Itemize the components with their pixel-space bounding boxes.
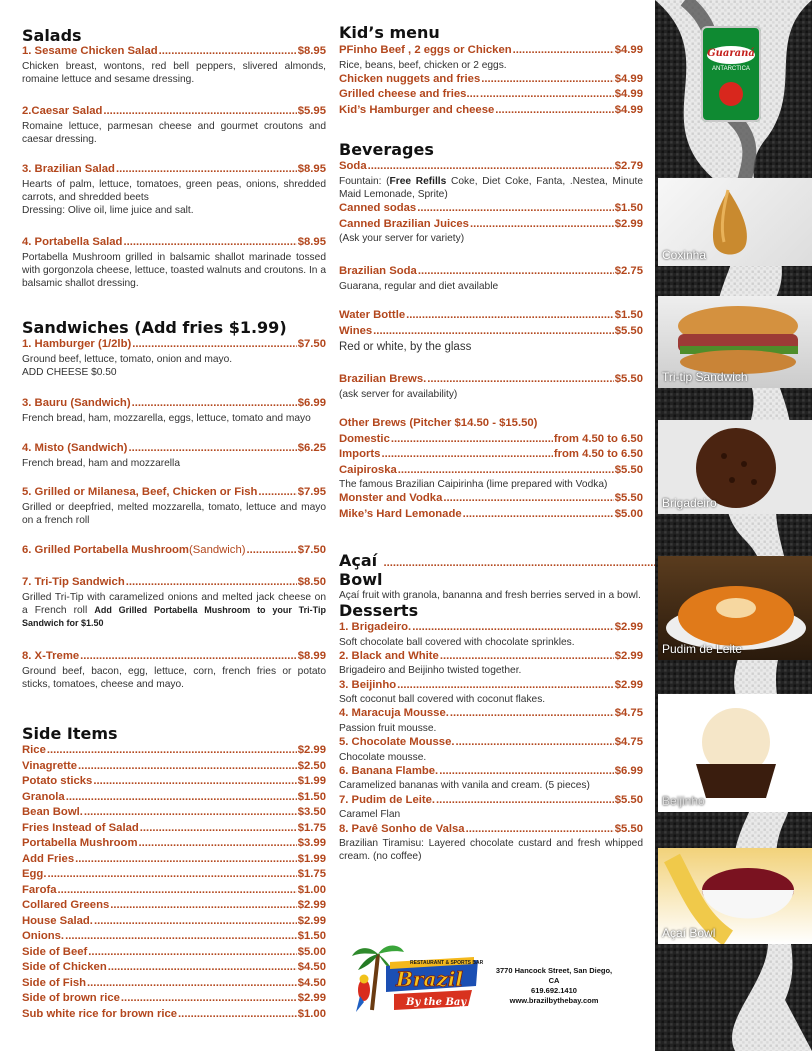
sandwich-item: 3. Bauru (Sandwich) ..... $6.99 French bread, ham, mozzarella, eggs, lettuce, tomato and mayo [22, 396, 326, 425]
side-row: Sub white rice for brown rice ..... $1.00 [22, 1007, 326, 1023]
side-row: Farofa ..... $1.00 [22, 883, 326, 899]
logo-subtitle: By the Bay [406, 997, 467, 1008]
acai-caption: Açaí Bowl [662, 926, 716, 940]
beijinho-caption: Beijinho [662, 794, 705, 808]
address-block [490, 966, 618, 1006]
side-row: Granola ..... $1.50 [22, 790, 326, 806]
footer [350, 940, 640, 1020]
tritip-photo [658, 296, 812, 388]
guarana-can [701, 26, 761, 122]
salad-item: 2.Caesar Salad ..... $5.95 Romaine lettuce, parmesan cheese and gourmet croutons and caesar dressing. [22, 104, 326, 146]
beverages-heading: Beverages [339, 140, 434, 159]
side-row: Side of brown rice ..... $2.99 [22, 991, 326, 1007]
pudim-caption: Pudim de Leite [662, 642, 743, 656]
acai-section: Açaí Bowl ..... Açaí fruit with granola, bananna and fresh berries served in a bowl. [339, 551, 643, 602]
beverage-group: Brazilian Soda ..... $2.75 Guarana, regular and diet available [339, 264, 643, 293]
side-row: Add Fries ..... $1.99 [22, 852, 326, 868]
tritip-caption: Tri-tip Sandwich [662, 370, 748, 384]
side-row: Side of Chicken ..... $4.50 [22, 960, 326, 976]
kids-list: PFinho Beef , 2 eggs or Chicken ..... $4.99 Rice, beans, beef, chicken or 2 eggs. Chicken nuggets and fries ..... $4.99 Grilled cheese and fries.... ..... $4.99 Kid’s Hamburger and cheese ..... $4.99 [339, 43, 643, 118]
sandwich-item: 5. Grilled or Milanesa, Beef, Chicken or Fish ..... $7.95 Grilled or deepfried, melted mozzarella, tomato, lettuce and mayo on a french roll [22, 485, 326, 527]
beverage-group: Water Bottle ..... $1.50 Wines ..... $5.50 Red or white, by the glass [339, 308, 643, 356]
side-row: Vinagrette ..... $2.50 [22, 759, 326, 775]
sandwiches-heading: Sandwiches (Add fries $1.99) [22, 318, 287, 337]
acai-photo [658, 848, 812, 944]
beijinho-photo [658, 694, 812, 812]
can-sub: ANTARCTICA [712, 66, 750, 72]
desserts-list: 1. Brigadeiro. ..... $2.99 Soft chocolate ball covered with chocolate sprinkles. 2. Black and White ..... $2.99 Brigadeiro and Beijinho twisted together. 3. Beijinho ..... $2.99 Soft coconut ball covered with coconut flakes. 4. Maracuja Mousse. ..... $4.75 Passion fruit mousse. 5. Chocolate Mousse. ..... $4.75 Chocolate mousse. 6. Banana Flambe. ..... $6.99 Caramelized bananas with vanila and cream. (5 pieces) 7. Pudim de Leite. ..... $5.50 Caramel Flan 8. Pavê Sonho de Valsa ..... $5.50 Brazilian Tiramisu: Layered chocolate custard and fresh whipped cream. (no coffee) [339, 620, 643, 864]
side-row: Collared Greens ..... $2.99 [22, 898, 326, 914]
can-brand: Guaraná [707, 48, 755, 59]
sandwich-item: 7. Tri-Tip Sandwich ..... $8.50 Grilled Tri-Tip with caramelized onions and melted jack cheese on a French roll Add Grilled Portabella Mushroom to your Tri-Tip Sandwich for $1.50 [22, 575, 326, 630]
side-row: Side of Beef ..... $5.00 [22, 945, 326, 961]
sandwich-item: 4. Misto (Sandwich) ..... $6.25 French bread, ham and mozzarella [22, 441, 326, 470]
beverage-group: Soda ..... $2.79 Fountain: (Free Refills Coke, Diet Coke, Fanta, .Nestea, Minute Maid Lemonade, Sprite) Canned sodas ..... $1.50 Canned Brazilian Juices ..... $2.99 (Ask your server for variety) [339, 159, 643, 245]
acai-heading: Açaí Bowl [339, 551, 383, 589]
brigadeiro-caption: Brigadeiro [662, 496, 717, 510]
kids-heading: Kid’s menu [339, 23, 440, 42]
logo-tagline: RESTAURANT & SPORTS BAR [410, 960, 484, 966]
restaurant-logo [350, 940, 485, 1020]
phone: 619.692.1410 [531, 986, 577, 995]
logo-brand: Brazil [396, 967, 463, 991]
website: www.brazilbythebay.com [509, 996, 599, 1005]
sandwich-item: 8. X-Treme ..... $8.99 Ground beef, bacon, egg, lettuce, corn, french fries or potato sticks, tomatoes, cheese and mayo. [22, 649, 326, 691]
side-row: Fries Instead of Salad ..... $1.75 [22, 821, 326, 837]
sandwich-item: 1. Hamburger (1/2lb) ..... $7.50 Ground beef, lettuce, tomato, onion and mayo. ADD CHEESE $0.50 [22, 337, 326, 379]
side-row: Bean Bowl. ..... $3.50 [22, 805, 326, 821]
side-row: House Salad. ..... $2.99 [22, 914, 326, 930]
pudim-photo [658, 556, 812, 660]
sides-heading: Side Items [22, 724, 118, 743]
coxinha-caption: Coxinha [662, 248, 707, 262]
address: 3770 Hancock Street, San Diego, CA [495, 966, 613, 985]
brigadeiro-photo [658, 420, 812, 514]
beverage-group: Brazilian Brews. ..... $5.50 (ask server for availability) [339, 372, 643, 401]
photo-sidebar [655, 0, 812, 1051]
salad-item: 3. Brazilian Salad ..... $8.95 Hearts of palm, lettuce, tomatoes, green peas, onions, shredded carrots, and shredded beets Dressing: Olive oil, lime juice and salt. [22, 162, 326, 217]
salads-heading: Salads [22, 26, 82, 45]
coxinha-photo [658, 178, 812, 266]
beverage-group: Other Brews (Pitcher $14.50 - $15.50) Domestic ..... from 4.50 to 6.50 Imports ..... from 4.50 to 6.50 Caipiroska ..... $5.50 The famous Brazilian Caipirinha (lime prepared with Vodka) Monster and Vodka ..... $5.50 Mike’s Hard Lemonade ..... $5.00 [339, 416, 643, 522]
side-row: Portabella Mushroom ..... $3.99 [22, 836, 326, 852]
side-row: Potato sticks ..... $1.99 [22, 774, 326, 790]
salad-item: 4. Portabella Salad ..... $8.95 Portabella Mushroom grilled in balsamic shallot marinade tossed with gorgonzola cheese, lettuce, toasted walnuts and croutons. In a balsamic shallot dressing. [22, 235, 326, 290]
side-row: Rice ..... $2.99 [22, 743, 326, 759]
side-row: Egg. ..... $1.75 [22, 867, 326, 883]
desserts-heading: Desserts [339, 601, 419, 620]
salad-item: 1. Sesame Chicken Salad ..... $8.95 Chicken breast, wontons, red bell peppers, slivered almonds, romaine lettuce and sesame dressing. [22, 44, 326, 86]
side-row: Onions. ..... $1.50 [22, 929, 326, 945]
sides-list [22, 743, 326, 1022]
side-row: Side of Fish ..... $4.50 [22, 976, 326, 992]
sandwich-item: 6. Grilled Portabella Mushroom (Sandwich) ..... $7.50 [22, 543, 326, 559]
